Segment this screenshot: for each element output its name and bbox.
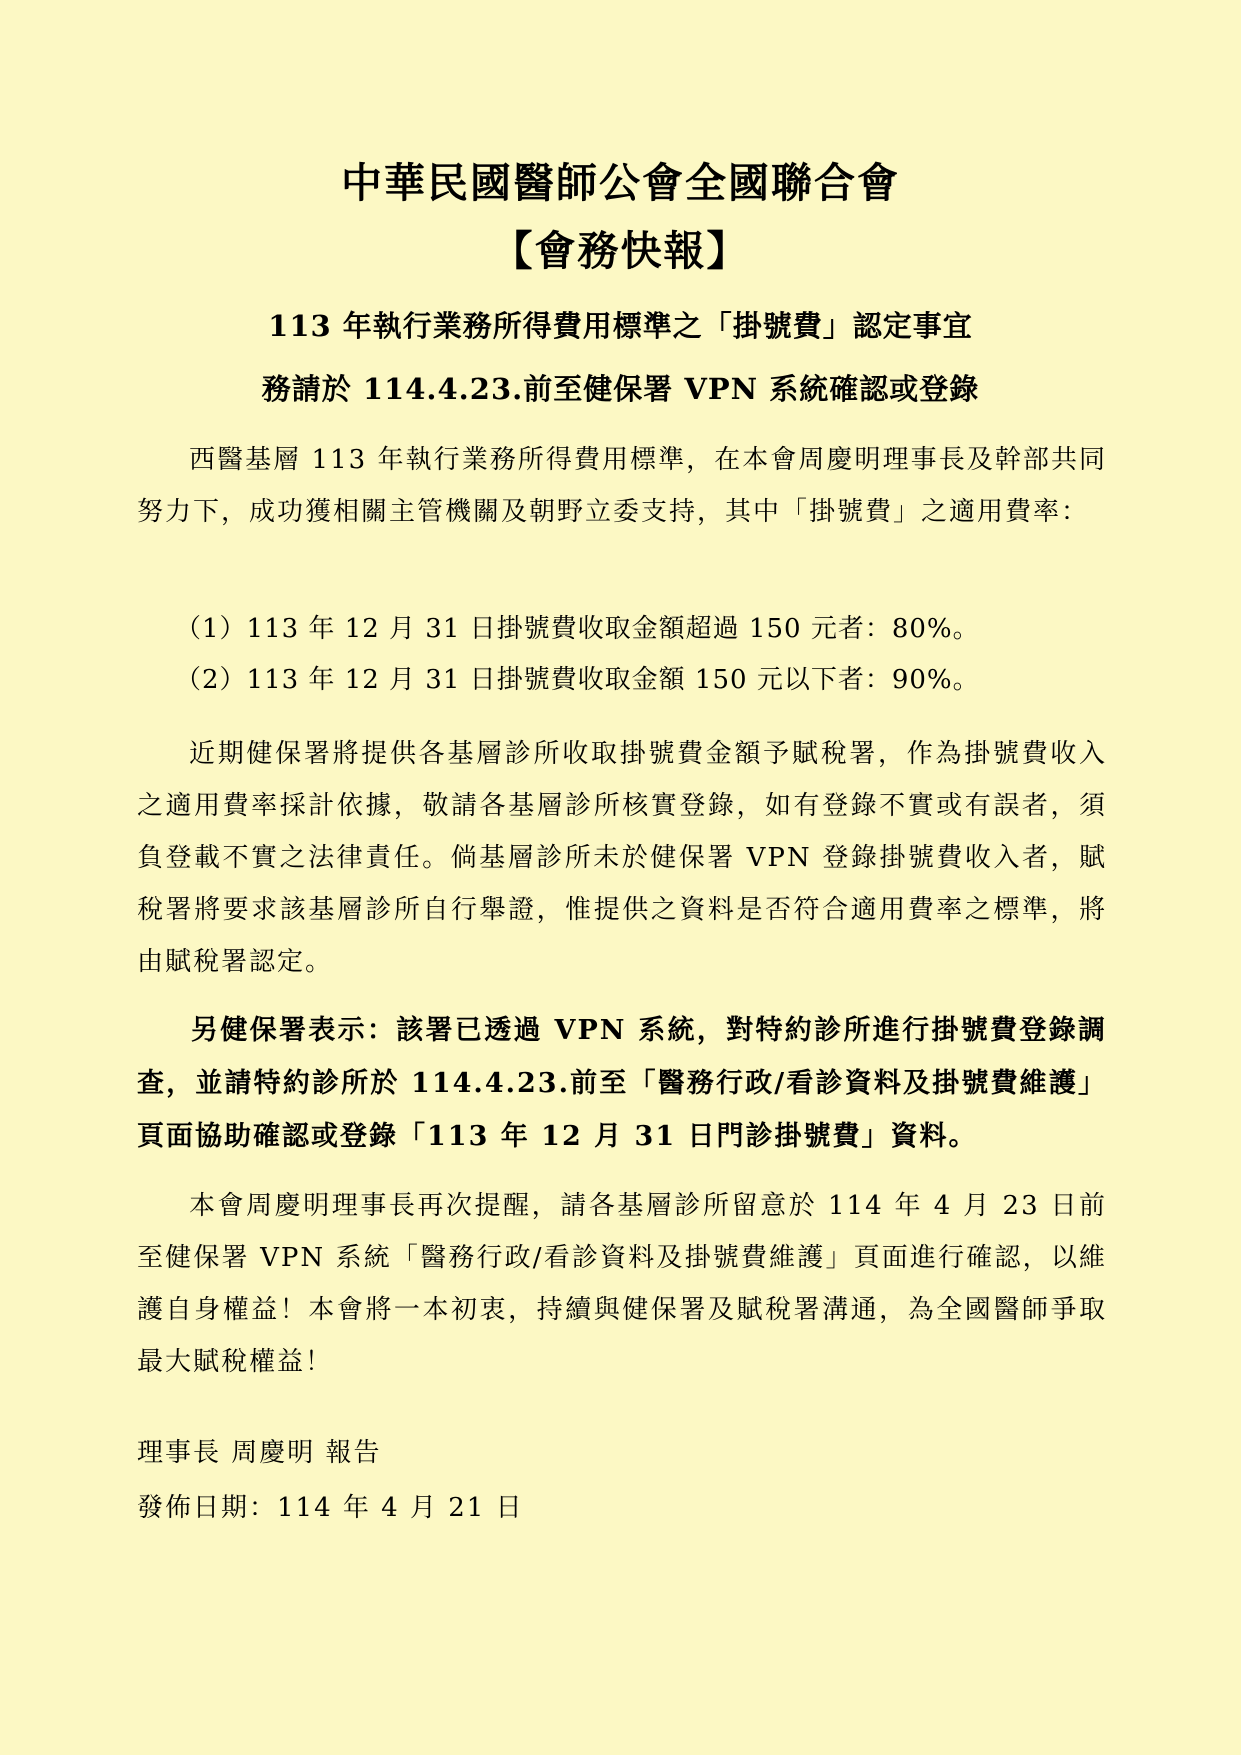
paragraph-nhi-data-text: 近期健保署將提供各基層診所收取掛號費金額予賦稅署，作為掛號費收入之適用費率採計依據，敬請各基層診所核實登錄，如有登錄不實或有誤者，須負登載不實之法律責任。倘基層診所未於健保署 VPN 登錄掛號費收入者，賦稅署將要求該基層診所自行舉證，惟提供之資料是否符合適用費率之標準，將由賦稅署認定。: [137, 739, 1107, 977]
publish-date: 發佈日期：114 年 4 月 21 日: [137, 1493, 524, 1523]
subject-line-1: 113 年執行業務所得費用標準之「掛號費」認定事宜: [268, 309, 973, 343]
paragraph-intro: [137, 434, 1107, 538]
paragraph-intro-text: 西醫基層 113 年執行業務所得費用標準，在本會周慶明理事長及幹部共同努力下，成功獲相關主管機關及朝野立委支持，其中「掛號費」之適用費率：: [137, 445, 1107, 527]
list-item: （1）113 年 12 月 31 日掛號費收取金額超過 150 元者：80%。: [175, 614, 980, 644]
paragraph-nhi-data: [137, 728, 1107, 988]
paragraph-reminder: [137, 1180, 1107, 1388]
organization-title: 中華民國醫師公會全國聯合會: [341, 159, 900, 207]
fee-rate-list: [175, 604, 1115, 706]
subject-line-2: 務請於 114.4.23.前至健保署 VPN 系統確認或登錄: [261, 372, 980, 406]
bulletin-heading: 【會務快報】: [491, 227, 750, 275]
paragraph-reminder-text: 本會周慶明理事長再次提醒，請各基層診所留意於 114 年 4 月 23 日前至健保署 VPN 系統「醫務行政/看診資料及掛號費維護」頁面進行確認，以維護自身權益！本會將一本初衷，持續與健保署及賦稅署溝通，為全國醫師爭取最大賦稅權益！: [137, 1191, 1107, 1377]
paragraph-vpn-notice-text: 另健保署表示：該署已透過 VPN 系統，對特約診所進行掛號費登錄調查，並請特約診所於 114.4.23.前至「醫務行政/看診資料及掛號費維護」頁面協助確認或登錄「113 年 12 月 31 日門診掛號費」資料。: [137, 1015, 1107, 1152]
paragraph-vpn-notice: [137, 1004, 1107, 1163]
signature-reporter: 理事長 周慶明 報告: [137, 1438, 382, 1468]
list-item: （2）113 年 12 月 31 日掛號費收取金額 150 元以下者：90%。: [175, 665, 980, 695]
